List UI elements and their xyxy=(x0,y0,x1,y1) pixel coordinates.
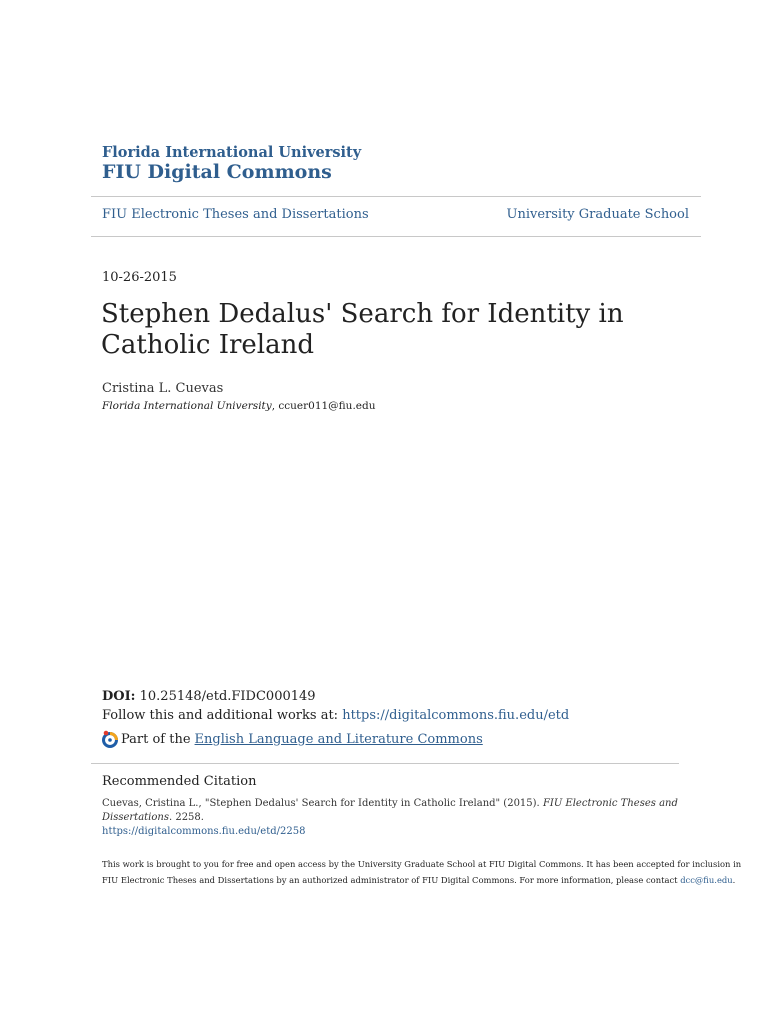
part-of-link[interactable]: English Language and Literature Commons xyxy=(194,731,483,747)
citation-heading: Recommended Citation xyxy=(102,774,257,789)
header-rule-top xyxy=(91,196,701,197)
citation-series: FIU Electronic Theses and Dissertations xyxy=(102,798,678,823)
footer-line-1: This work is brought to you for free and open access by the University Graduate School at FIU Digital Commons. It has been accepted for inclusion in xyxy=(102,859,742,869)
citation-number: . 2258. xyxy=(168,812,204,823)
header-rule-bottom xyxy=(91,236,701,237)
citation-text xyxy=(102,797,682,839)
footer-notice xyxy=(102,856,742,888)
part-of-line xyxy=(100,729,483,749)
page-title: Stephen Dedalus' Search for Identity in Catholic Ireland xyxy=(101,299,624,360)
citation-url-link[interactable]: https://digitalcommons.fiu.edu/etd/2258 xyxy=(102,826,306,837)
author-affiliation-line xyxy=(102,400,375,412)
citation-plain: Cuevas, Cristina L., "Stephen Dedalus' Search for Identity in Catholic Ireland" (2015). xyxy=(102,798,540,809)
repository-name[interactable]: FIU Digital Commons xyxy=(102,161,332,183)
follow-url-link[interactable]: https://digitalcommons.fiu.edu/etd xyxy=(342,708,570,723)
collection-link[interactable]: FIU Electronic Theses and Dissertations xyxy=(102,207,369,222)
doi-label: DOI: xyxy=(102,689,136,704)
citation-rule xyxy=(91,763,679,764)
part-of-text: Part of the xyxy=(121,731,191,747)
network-commons-icon xyxy=(100,729,120,749)
follow-line xyxy=(102,708,569,723)
doi-line xyxy=(102,689,316,704)
footer-contact-email[interactable]: dcc@fiu.edu xyxy=(680,875,733,885)
school-link[interactable]: University Graduate School xyxy=(506,207,689,222)
publication-date: 10-26-2015 xyxy=(102,270,177,285)
footer-line-2: FIU Electronic Theses and Dissertations by an authorized administrator of FIU Digital Commons. For more information, please contact xyxy=(102,875,678,885)
author-affiliation: Florida International University xyxy=(102,400,272,412)
author-email: , ccuer011@fiu.edu xyxy=(271,400,376,412)
footer-end: . xyxy=(732,875,736,885)
author-name: Cristina L. Cuevas xyxy=(102,381,224,396)
institution-name: Florida International University xyxy=(102,144,362,161)
doi-value: 10.25148/etd.FIDC000149 xyxy=(139,689,316,704)
follow-text: Follow this and additional works at: xyxy=(102,708,339,723)
